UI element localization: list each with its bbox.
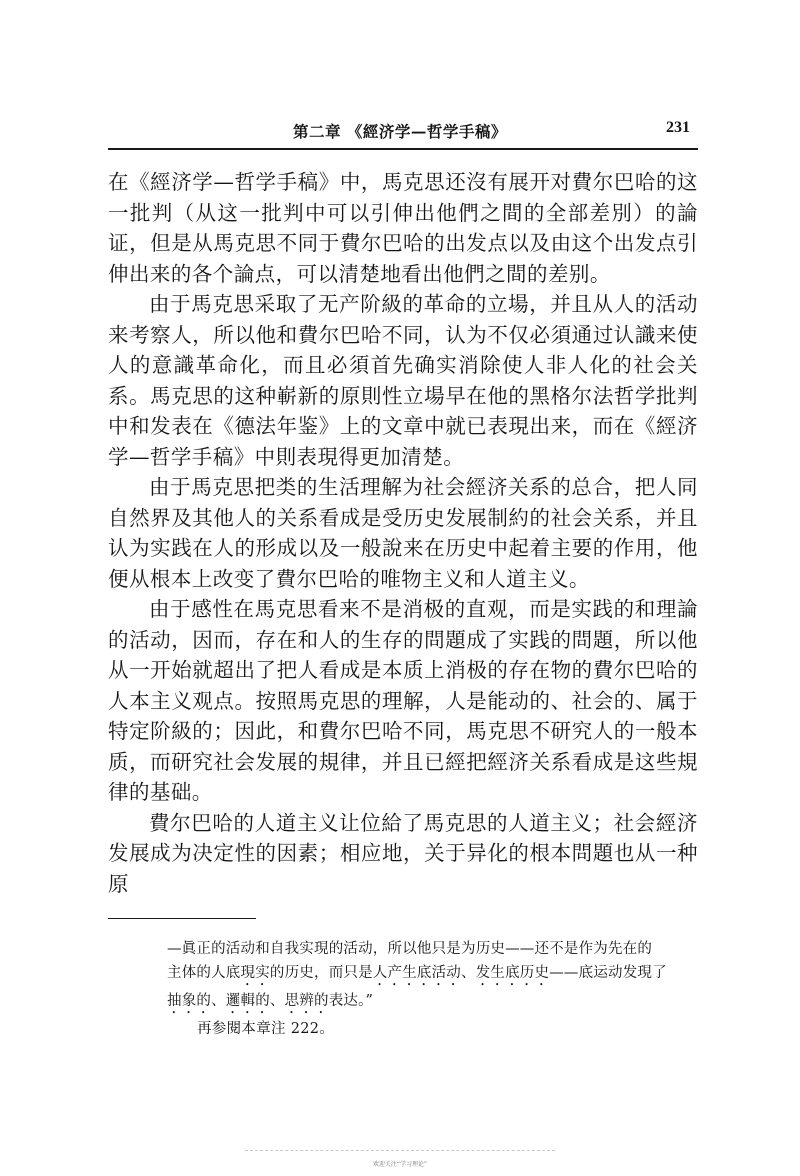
page-number: 231: [666, 119, 690, 136]
footnote-text: —眞正的活动和自我实現的活动，所以他只是为历史——还不是作为先在的: [167, 941, 653, 957]
running-head: [108, 114, 698, 150]
body-text: [108, 167, 698, 899]
footnote-text: 表达。”: [328, 993, 374, 1009]
footnote-divider: [108, 918, 256, 919]
chapter-title: 第二章 《經济学—哲学手稿》: [293, 122, 507, 141]
footnote-line: [167, 937, 697, 961]
paragraph: 在《經济学—哲学手稿》中，馬克思还沒有展开对費尔巴哈的这一批判（从这一批判中可以引伸出他們之間的全部差別）的論证，但是从馬克思不同于費尔巴哈的出发点以及由这个出发点引伸出来的各个論点，可以清楚地看出他們之間的差别。: [108, 170, 698, 286]
footnote-line: [167, 961, 697, 989]
footnote-emphasis: 抽象的、邏輯的、思辨的: [167, 993, 329, 1009]
footnote-emphasis: 現实: [240, 965, 270, 981]
footnote-emphasis: 人产生底活动、发生底历史: [372, 965, 550, 981]
footnote-reference: 再参閱本章注 222。: [197, 1021, 335, 1037]
paragraph: 由于馬克思把类的生活理解为社会經济关系的总合，把人同自然界及其他人的关系看成是受历史发展制約的社会关系，并且认为实践在人的形成以及一般說来在历史中起着主要的作用，他便从根本上改变了費尔巴哈的唯物主义和人道主义。: [108, 475, 698, 591]
footnote-line: [167, 989, 697, 1017]
watermark: 欢迎关注“学习理论”: [372, 1161, 428, 1168]
paragraph: 由于馬克思采取了无产阶級的革命的立場，并且从人的活动来考察人，所以他和費尔巴哈不同，认为不仅必須通过认識来使人的意識革命化，而且必須首先确实消除使人非人化的社会关系。馬克思的这种嶄新的原則性立場早在他的黑格尔法哲学批判中和发表在《德法年鉴》上的文章中就已表現出来，而在《經济学—哲学手稿》中則表現得更加清楚。: [108, 292, 698, 469]
footnote: [167, 937, 697, 1017]
scan-edge-noise: [245, 1150, 555, 1152]
paragraph: 費尔巴哈的人道主义让位給了馬克思的人道主义；社会經济发展成为决定性的因素；相应地，关于异化的根本問題也从一种原: [108, 810, 698, 896]
paragraph: 由于感性在馬克思看来不是消极的直观，而是实践的和理論的活动，因而，存在和人的生存的問題成了实践的問題，所以他从一开始就超出了把人看成是本质上消极的存在物的費尔巴哈的人本主义观点。按照馬克思的理解，人是能动的、社会的、属于特定阶級的；因此，和費尔巴哈不同，馬克思不研究人的一般本质，而研究社会发展的規律，并且已經把經济关系看成是这些規律的基础。: [108, 597, 698, 804]
footnote-text: ——底运动发現了: [549, 965, 667, 981]
footnote-text: 主体的人底: [167, 965, 241, 981]
footnote-text: 的历史，而只是: [269, 965, 373, 981]
